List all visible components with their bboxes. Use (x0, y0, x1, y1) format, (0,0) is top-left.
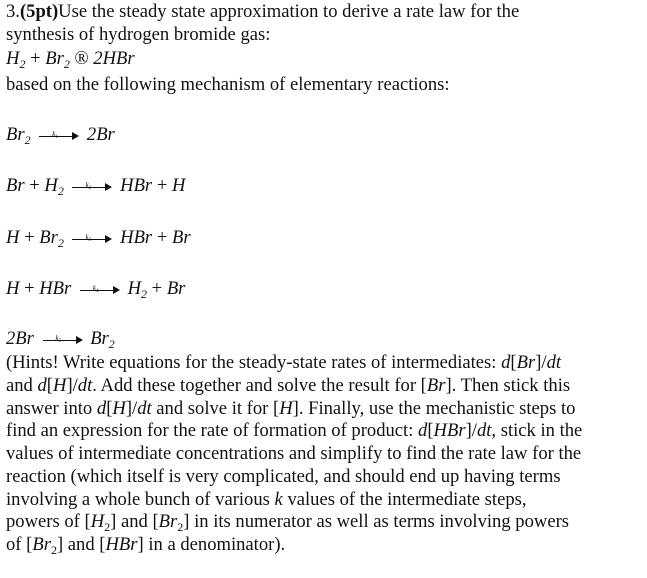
hint-line: reaction (which itself is very complicated, and should end up having terms (6, 465, 561, 487)
question-intro-line2: synthesis of hydrogen bromide gas: (6, 24, 271, 45)
reaction-arrow-icon (43, 333, 83, 347)
mechanism-step-5: 2Br $k_5$ $Br_2$ (6, 328, 115, 351)
mechanism-step-1: $Br_2$ $k_1$ 2Br (6, 124, 115, 147)
reaction-arrow-icon (72, 180, 112, 194)
hint-line: of $[Br_2]$ and [HBr] in a denominator). (6, 534, 286, 557)
reaction-arrow-icon (39, 129, 79, 143)
question-header (6, 1, 519, 23)
mechanism-step-2: $Br + H_2$ $k_2$ HBr + H (6, 175, 186, 198)
hint-line: (Hints! Write equations for the steady-state rates of intermediates: d[Br]/dt (6, 352, 562, 373)
mechanism-step-4: H + HBr $k_4$ $H_2 + Br$ (6, 278, 186, 301)
hint-line: involving a whole bunch of various k values of the intermediate steps, (6, 488, 527, 510)
rate-constant-label: $k_1$ (52, 129, 58, 140)
mechanism-step-3: $H + Br_2$ $k_3$ HBr + Br (6, 227, 191, 250)
hint-line: answer into d[H]/dt and solve it for [H]. Finally, use the mechanistic steps to (6, 397, 576, 419)
reaction-arrow-icon (72, 232, 112, 246)
rate-constant-label: $k_3$ (85, 232, 92, 243)
question-intro-line1: Use the steady state approximation to derive a rate law for the (58, 1, 520, 22)
rate-constant-label: $k_5$ (55, 333, 62, 344)
hint-line: powers of $[H_2]$ and $[Br_2]$ in its numerator as well as terms involving powers (6, 511, 569, 535)
hint-line: and d[H]/dt. Add these together and solve the result for [Br]. Then stick this (6, 374, 571, 396)
hint-line: values of intermediate concentrations and simplify to find the rate law for the (6, 443, 582, 464)
rate-constant-label: $k_2$ (85, 180, 92, 191)
question-points: (5pt) (19, 1, 59, 22)
reaction-arrow-icon (80, 283, 120, 297)
hint-line: find an expression for the rate of formation of product: d[HBr]/dt, stick in the (6, 420, 583, 442)
rate-constant-label: $k_4$ (92, 283, 99, 294)
mechanism-intro: based on the following mechanism of elementary reactions: (6, 74, 450, 95)
hints-paragraph (6, 352, 644, 557)
overall-reaction: $H_2 + Br_2$ ® 2HBr (6, 48, 135, 71)
question-number: 3. (6, 1, 20, 22)
